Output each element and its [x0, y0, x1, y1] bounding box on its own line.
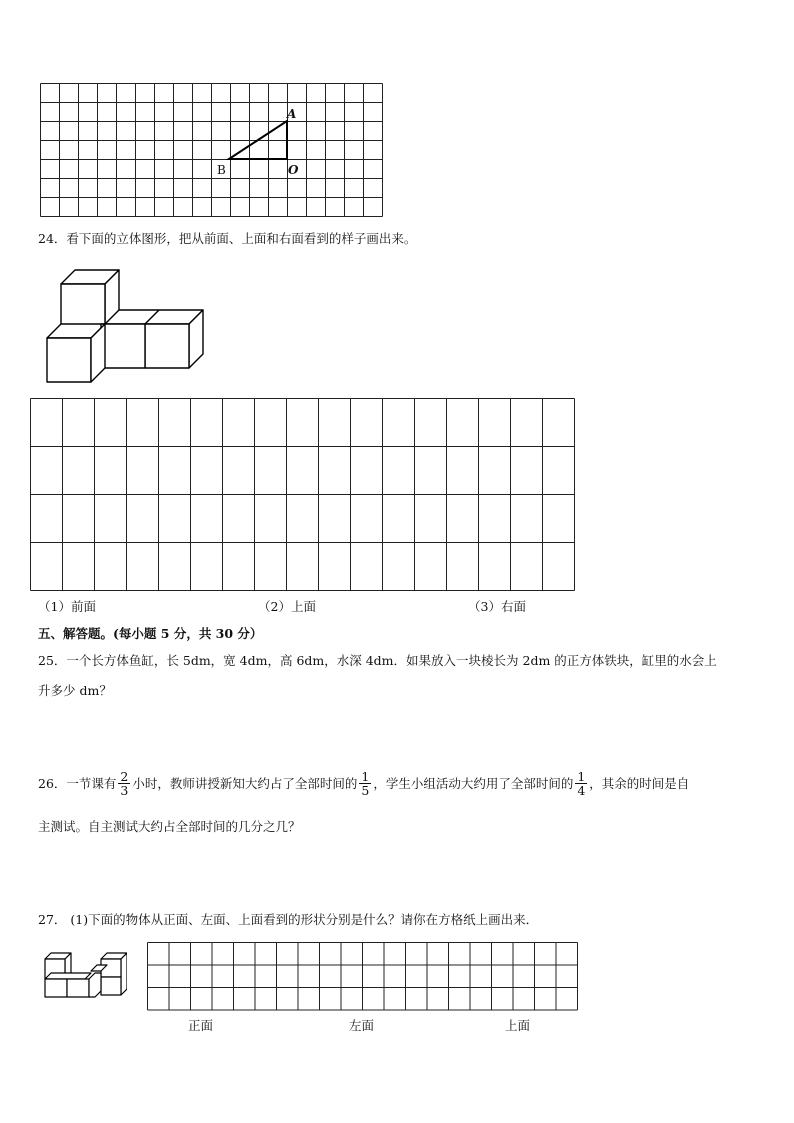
fraction-2-3: [118, 770, 130, 797]
q27-caption-front: 正面: [188, 1018, 214, 1033]
fraction-1-4: [575, 770, 587, 797]
q27-caption-top: 上面: [505, 1018, 531, 1033]
q26-part2: 小时，教师讲授新知大约占了全部时间的: [132, 776, 358, 792]
q27-cube-figure: [43, 949, 127, 1001]
q26-part3: ，学生小组活动大约用了全部时间的: [373, 776, 574, 792]
q24-drawing-grid: [30, 398, 575, 592]
q24-text: 24．看下面的立体图形，把从前面、上面和右面看到的样子画出来。: [38, 231, 417, 246]
q27-drawing-grid: [147, 942, 578, 1012]
q26-line1: [38, 770, 689, 797]
frac3-den: 4: [577, 783, 586, 799]
section5-title: 五、解答题。(每小题 5 分，共 30 分）: [38, 626, 263, 641]
q25-line2: 升多少 dm？: [38, 683, 112, 698]
label-o: O: [288, 163, 299, 177]
q27-caption-left: 左面: [349, 1018, 375, 1033]
q26-part1: 26．一节课有: [38, 776, 117, 792]
q24-caption-right: （3）右面: [468, 599, 526, 614]
frac2-num: 1: [361, 769, 370, 784]
q24-cube-figure: [44, 266, 208, 386]
q24-caption-front: （1）前面: [38, 599, 96, 614]
q26-line2: 主测试。自主测试大约占全部时间的几分之几？: [38, 819, 301, 834]
label-b: B: [217, 163, 226, 177]
fraction-1-5: [359, 770, 371, 797]
frac1-den: 3: [120, 783, 129, 799]
label-a: A: [287, 107, 297, 121]
frac1-num: 2: [120, 769, 129, 784]
q25-line1: 25．一个长方体鱼缸，长 5dm，宽 4dm，高 6dm，水深 4dm．如果放入一块棱长为 2dm 的正方体铁块，缸里的水会上: [38, 653, 717, 668]
frac2-den: 5: [361, 783, 370, 799]
q27-text: 27． (1)下面的物体从正面、左面、上面看到的形状分别是什么？请你在方格纸上画出来．: [38, 912, 539, 927]
frac3-num: 1: [577, 769, 586, 784]
q23-grid: [39, 82, 383, 218]
q24-caption-top: （2）上面: [258, 599, 316, 614]
q26-part4: ，其余的时间是自: [589, 776, 690, 792]
